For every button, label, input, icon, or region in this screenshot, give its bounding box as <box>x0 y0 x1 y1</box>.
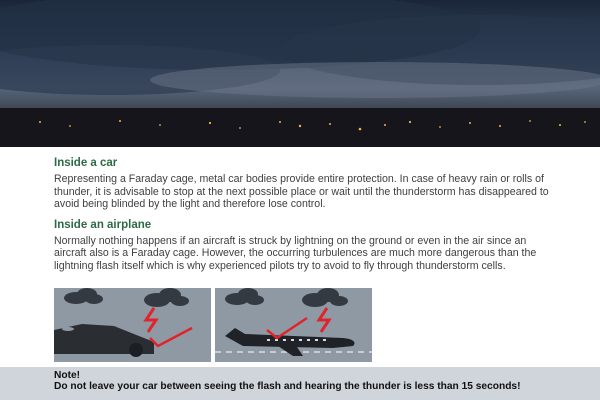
note-text: Do not leave your car between seeing the flash and hearing the thunder is less than 15 seconds! <box>54 381 521 392</box>
car-illustration <box>54 288 211 362</box>
section-heading-car: Inside a car <box>54 157 118 169</box>
article-content <box>54 150 550 273</box>
airplane-illustration <box>215 288 372 362</box>
section-heading-airplane: Inside an airplane <box>54 218 152 231</box>
thunderstorm-night-sky-photo <box>0 0 600 147</box>
section-body-car: Representing a Faraday cage, metal car bodies provide entire protection. In case of heavy rain or rolls of thunder, it is advisable to stop at the next possible place or wait until the thunderstorm has disappeared to avoid being blinded by the light and therefore lose control. <box>54 173 549 211</box>
note-box <box>0 367 600 400</box>
note-label: Note! <box>54 370 81 381</box>
storm-photo <box>0 0 600 147</box>
airplane-lightning-check-illustration <box>215 288 372 362</box>
section-body-airplane: Normally nothing happens if an aircraft is struck by lightning on the ground or even in the air since an aircraft also is a Faraday cage. However, the occurring turbulences are much more dangerous than the lightning flash itself which is why experienced pilots try to avoid to fly through thunderstorm cells. <box>54 234 537 272</box>
car-lightning-check-illustration <box>54 288 211 362</box>
